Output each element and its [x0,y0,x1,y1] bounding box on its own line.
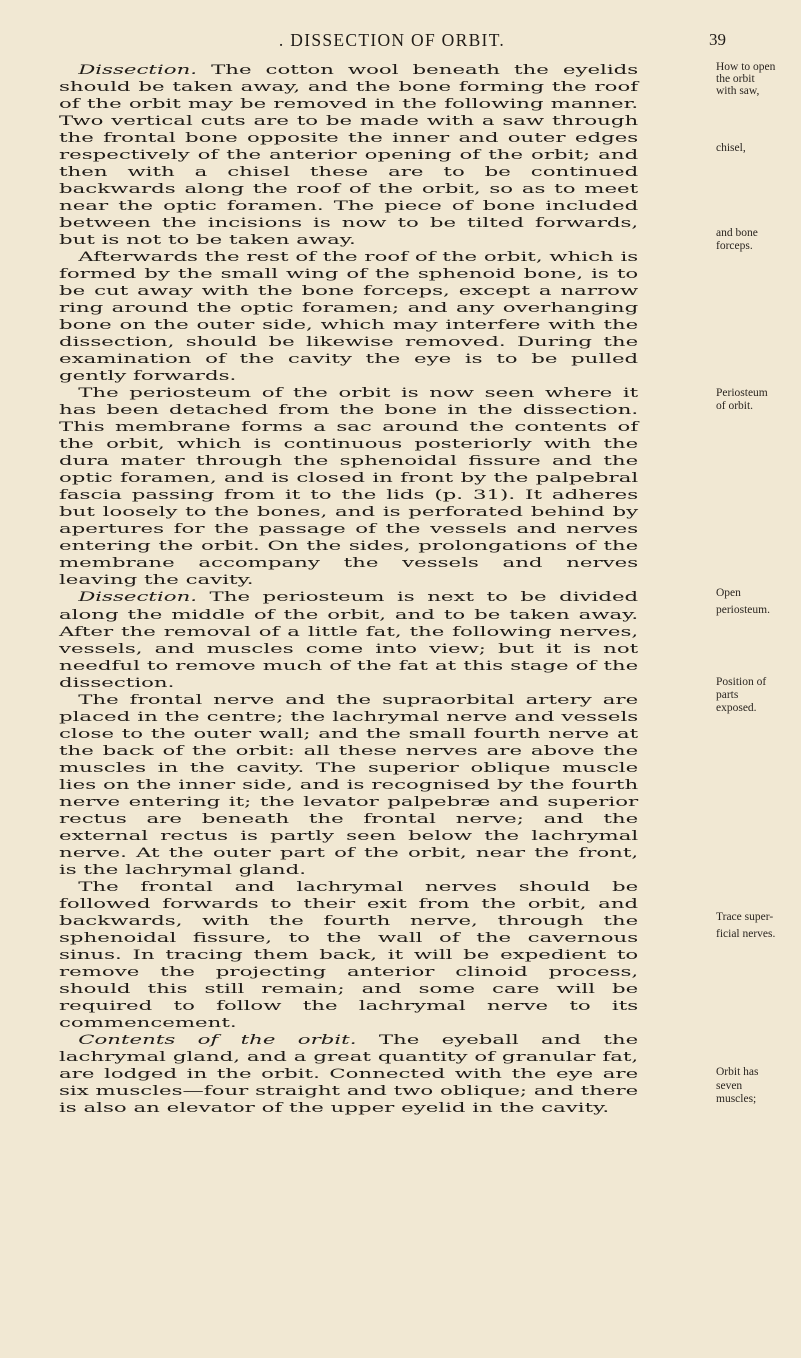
body-text [59,62,638,1117]
paragraph-text: The cotton wool beneath the eyelids should be taken away, and the bone forming the roof of the orbit may be removed in the following manner. Two vertical cuts are to be made with a saw through the frontal bone opposite the inner and outer edges respectively of the anterior opening of the orbit; and then with a chisel these are to be continued backwards along the roof of the orbit, so as to meet near the optic foramen. The piece of bone included between the incisions is now to be tilted forwards, but is not to be taken away. [59,63,639,249]
paragraph-text: Afterwards the rest of the roof of the orbit, which is formed by the small wing of the sphenoid bone, is to be cut away with the bone forceps, except a narrow ring around the optic foramen; and any overhanging bone on the outer side, which may interfere with the dissection, should be likewise removed. During the examination of the cavity the eye is to be pulled gently forwards. [59,250,639,385]
margin-note: Position of [716,676,767,688]
paragraph-lead: Dissection. [78,590,198,606]
paragraph-bone-forceps [59,249,638,385]
paragraph-periosteum [59,385,638,589]
margin-note: Trace super- [716,911,774,923]
margin-note: parts [716,689,739,701]
margin-note: chisel, [716,142,746,154]
margin-note: ficial nerves. [716,928,776,940]
paragraph-lead: Dissection. [78,63,198,78]
margin-note: the orbit [716,73,755,85]
margin-note: and bone [716,227,758,239]
paragraph-trace-nerves [59,879,638,1032]
paragraph-dissection-periosteum [59,589,638,691]
page-header [58,30,726,52]
paragraph-contents-of-orbit [59,1032,638,1117]
paragraph-text: The periosteum is next to be divided along the middle of the orbit, and to be taken away. After the removal of a little fat, the following nerves, vessels, and muscles come into view; but it is not needful to remove much of the fat at this stage of the dissection. [59,590,639,691]
margin-note: with saw, [716,85,760,97]
running-title: . DISSECTION OF ORBIT. [278,30,506,50]
margin-note: Orbit has [716,1066,759,1078]
margin-note: Periosteum [716,387,768,399]
paragraph-position-of-parts [59,692,638,879]
margin-note: of orbit. [716,400,754,412]
paragraph-dissection-roof [59,62,638,249]
page-number: 39 [709,30,726,49]
margin-note: How to open [716,61,776,73]
margin-note: forceps. [716,240,753,252]
margin-note: Open [716,587,741,599]
margin-note: muscles; [716,1093,757,1105]
margin-note: periosteum. [716,604,770,616]
margin-note: exposed. [716,702,757,714]
paragraph-text: The eyeball and the lachrymal gland, and a great quantity of granular fat, are lodged in the orbit. Connected with the eye are six muscles—four straight and two oblique; and there is also an elevator of the upper eyelid in the cavity. [59,1032,639,1116]
paragraph-text: The periosteum of the orbit is now seen where it has been detached from the bone in the dissection. This membrane forms a sac around the contents of the orbit, which is continuous posteriorly with the dura mater through the sphenoidal fissure and the optic foramen, and is closed in front by the palpebral fascia passing from it to the lids (p. 31). It adheres but loosely to the bones, and is perforated behind by apertures for the passage of the vessels and nerves entering the orbit. On the sides, prolongations of the membrane accompany the vessels and nerves leaving the cavity. [59,386,639,589]
paragraph-text: The frontal and lachrymal nerves should be followed forwards to their exit from the orbit, and backwards, with the fourth nerve, through the sphenoidal fissure, to the wall of the cavernous sinus. In tracing them back, it will be expedient to remove the projecting anterior clinoid process, should this still remain; and some care will be required to follow the lachrymal nerve to its commencement. [59,879,639,1031]
paragraph-text: The frontal nerve and the supraorbital artery are placed in the centre; the lachrymal nerve and vessels close to the outer wall; and the small fourth nerve at the back of the orbit: all these nerves are above the muscles in the cavity. The superior oblique muscle lies on the inner side, and is recognised by the fourth nerve entering it; the levator palpebræ and superior rectus are beneath the frontal nerve; and the external rectus is partly seen below the lachrymal nerve. At the outer part of the orbit, near the front, is the lachrymal gland. [59,692,639,878]
margin-note: seven [716,1080,743,1092]
paragraph-lead: Contents of the orbit. [78,1032,357,1048]
